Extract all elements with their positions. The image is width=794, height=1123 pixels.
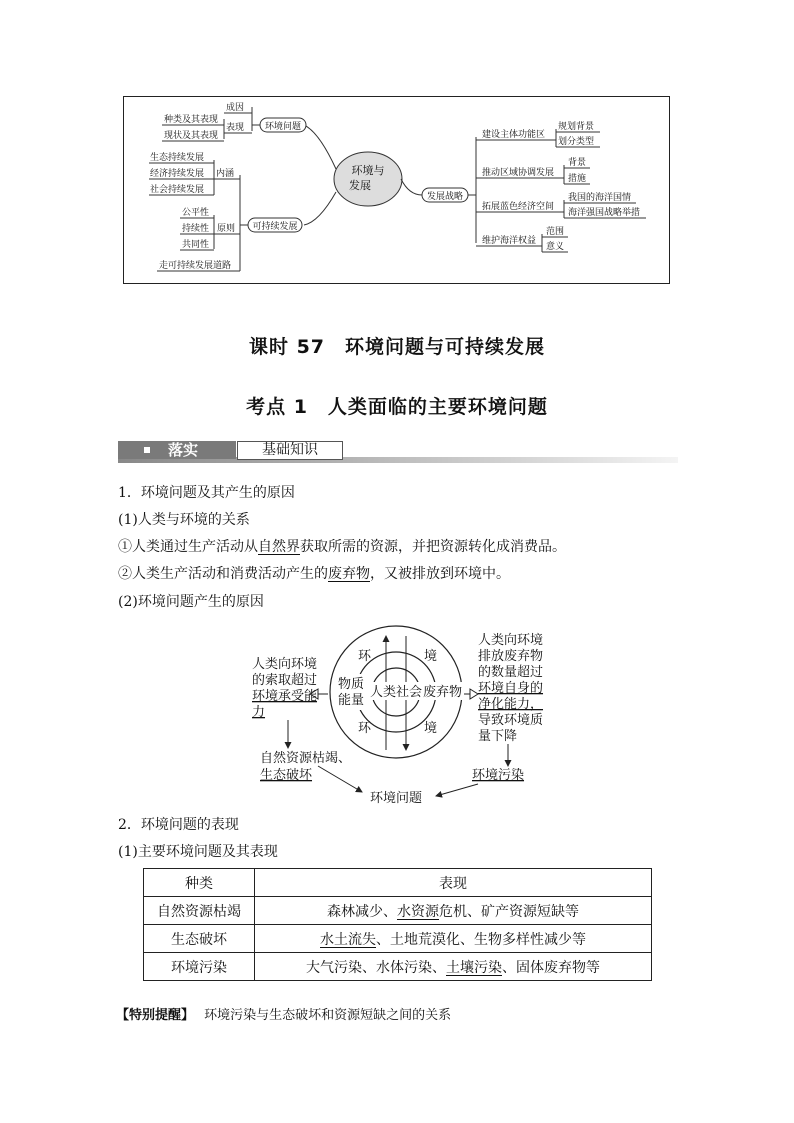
- sec1-sub1: (1)人类与环境的关系: [118, 512, 250, 528]
- banner-square-icon: [144, 447, 150, 453]
- table-header-desc: 表现: [255, 869, 652, 897]
- result-left: 自然资源枯竭、: [260, 751, 352, 766]
- mindmap-strategy-item-3: 拓展蓝色经济空间: [482, 202, 555, 212]
- tip-text: 环境污染与生态破坏和资源短缺之间的关系: [204, 1008, 452, 1023]
- right-under-1: 环境自身的: [478, 681, 544, 696]
- table-row: [144, 953, 652, 981]
- topic-title: 考点 1 人类面临的主要环境问题: [246, 396, 548, 418]
- mindmap-connotation-item-3: 社会持续发展: [150, 185, 205, 195]
- table-header-row: [144, 869, 652, 897]
- mindmap-strategy-2-sub-2: 措施: [568, 174, 587, 184]
- mindmap-strategy-3-sub-2: 海洋强国战略举措: [568, 208, 641, 218]
- left-inner-1: 物质: [338, 677, 365, 692]
- mindmap-principle-item-2: 持续性: [182, 224, 210, 234]
- section-banner: [118, 441, 678, 463]
- sec1-p1-blank: 自然界: [258, 539, 300, 555]
- table-cell-kind: 生态破坏: [144, 925, 255, 953]
- table-cell-desc: 大气污染、水体污染、土壤污染、固体废弃物等: [255, 953, 652, 981]
- mindmap-strategy-3-sub-1: 我国的海洋国情: [568, 193, 632, 203]
- mindmap-strategy-4-sub-2: 意义: [546, 242, 565, 252]
- mindmap-strategy-4-sub-1: 范围: [546, 227, 565, 237]
- mindmap-center-line1: 环境与: [351, 164, 385, 177]
- sec1-p1: [118, 537, 566, 557]
- right-inner: 废弃物: [423, 685, 463, 700]
- table-header-kind: 种类: [144, 869, 255, 897]
- banner-label: 基础知识: [237, 441, 343, 460]
- result-right: 环境污染: [472, 768, 525, 783]
- sec1-p1-c: 获取所需的资源，并把资源转化成消费品。: [300, 539, 566, 555]
- sec1-p2-blank: 废弃物: [328, 566, 370, 582]
- mindmap-principle-item-3: 共同性: [182, 240, 210, 250]
- mindmap-sustainable-node: 可持续发展: [252, 222, 298, 232]
- sec1-p2: [118, 564, 510, 584]
- right-text-2: 排放废弃物: [478, 649, 544, 664]
- mindmap-connotation-item-1: 生态持续发展: [150, 153, 205, 163]
- table-cell-desc: 水土流失、土地荒漠化、生物多样性减少等: [255, 925, 652, 953]
- mindmap-strategy-node: 发展战略: [426, 192, 464, 202]
- banner-tag-box: [118, 441, 236, 459]
- left-text-2: 的索取超过: [252, 673, 318, 688]
- right-tail-1: 导致环境质: [478, 713, 544, 728]
- mindmap-center-line2: 发展: [349, 179, 371, 192]
- table-cell-kind: 自然资源枯竭: [144, 897, 255, 925]
- mindmap-principle: 原则: [217, 224, 236, 234]
- mindmap-connotation: 内涵: [216, 169, 235, 179]
- sec1-p1-a: ①人类通过生产活动从: [118, 539, 258, 555]
- table-row: [144, 897, 652, 925]
- sec1-heading: 1．环境问题及其产生的原因: [118, 485, 295, 501]
- sec1-p2-a: ②人类生产活动和消费活动产生的: [118, 566, 328, 582]
- right-tail-2: 量下降: [478, 729, 518, 744]
- left-inner-2: 能量: [338, 693, 365, 708]
- mindmap-strategy-2-sub-1: 背景: [568, 158, 587, 168]
- table-row: [144, 925, 652, 953]
- special-tip: [116, 1004, 451, 1023]
- sec1-p2-c: ，又被排放到环境中。: [370, 566, 510, 582]
- mindmap-strategy-item-1: 建设主体功能区: [482, 130, 546, 140]
- table-cell-kind: 环境污染: [144, 953, 255, 981]
- mindmap-principle-item-1: 公平性: [182, 208, 210, 218]
- mindmap-strategy-item-2: 推动区域协调发展: [482, 168, 555, 178]
- mindmap-show-item-2: 现状及其表现: [164, 131, 219, 141]
- right-text-1: 人类向环境: [478, 633, 544, 648]
- sec2-heading: 2．环境问题的表现: [118, 817, 239, 833]
- mindmap-show: 表现: [226, 123, 245, 133]
- ring-label-2: 境: [424, 649, 438, 664]
- left-under-2: 力: [252, 705, 266, 720]
- tip-tag: 【特别提醒】: [116, 1008, 195, 1023]
- cycle-diagram: [118, 620, 678, 810]
- ring-label-4: 境: [424, 721, 438, 736]
- right-under-2: 净化能力，: [478, 697, 544, 712]
- mindmap-strategy-1-sub-2: 划分类型: [558, 137, 595, 147]
- mindmap-connotation-item-2: 经济持续发展: [150, 169, 205, 179]
- center-label: 人类社会: [369, 685, 423, 700]
- result-bottom: 环境问题: [370, 791, 423, 806]
- problems-table: [143, 868, 652, 981]
- table-cell-desc: 森林减少、水资源危机、矿产资源短缺等: [255, 897, 652, 925]
- mindmap-strategy-item-4: 维护海洋权益: [482, 236, 537, 246]
- right-text-3: 的数量超过: [478, 665, 544, 680]
- result-left-underlined: 生态破坏: [260, 768, 313, 783]
- left-under-1: 环境承受能: [252, 689, 318, 704]
- mindmap-show-item-1: 种类及其表现: [164, 115, 219, 125]
- lesson-title: 课时 57 环境问题与可持续发展: [248, 336, 546, 358]
- mindmap: [123, 96, 670, 284]
- mindmap-svg: [124, 97, 671, 285]
- mindmap-strategy-1-sub-1: 规划背景: [558, 122, 595, 132]
- mindmap-causes: 成因: [226, 103, 245, 113]
- sec2-sub1: (1)主要环境问题及其表现: [118, 844, 278, 860]
- left-text-1: 人类向环境: [252, 657, 318, 672]
- sec1-sub2: (2)环境问题产生的原因: [118, 594, 264, 610]
- ring-label-1: 环: [358, 649, 372, 664]
- mindmap-issues-node: 环境问题: [264, 122, 302, 132]
- mindmap-road: 走可持续发展道路: [159, 261, 232, 271]
- ring-label-3: 环: [358, 721, 372, 736]
- banner-tag: 落实: [168, 441, 199, 459]
